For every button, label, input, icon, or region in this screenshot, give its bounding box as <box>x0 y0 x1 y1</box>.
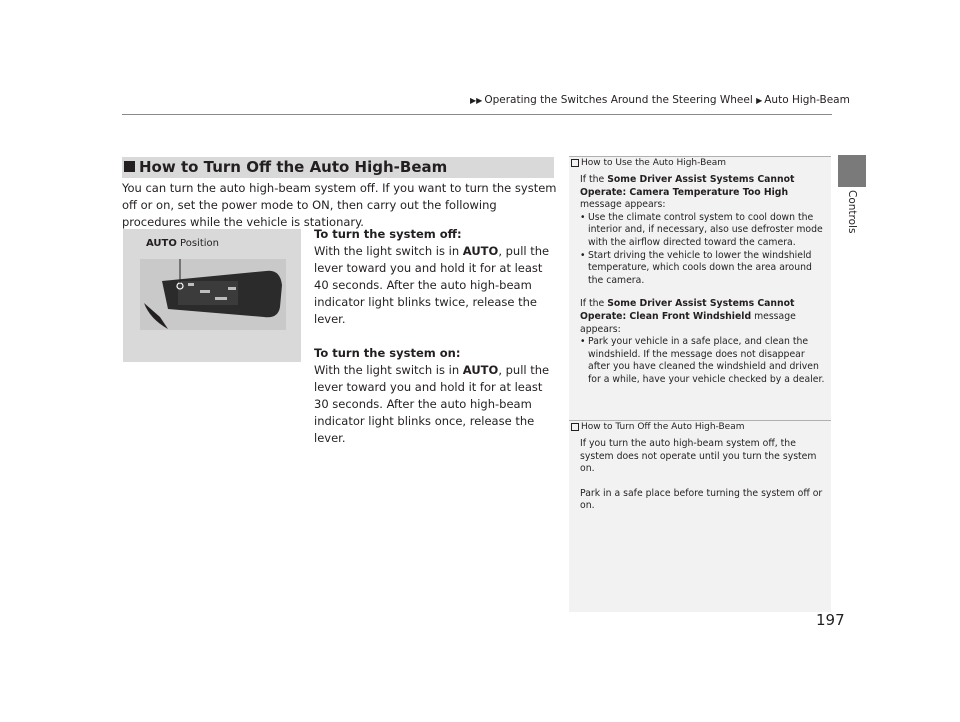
breadcrumb-arrow-icon: ▶ <box>756 96 763 105</box>
note1-bullets-1 <box>580 212 825 288</box>
note2-paragraph-1: If you turn the auto high-beam system off, the system does not operate until you turn the system on. <box>580 438 817 475</box>
section-heading <box>122 157 554 178</box>
breadcrumb <box>470 94 850 106</box>
breadcrumb-arrow-icon: ▶▶ <box>470 96 483 105</box>
list-item: • Start driving the vehicle to lower the windshield temperature, which cools down the area around the camera. <box>580 250 825 288</box>
side-tab-marker <box>838 155 866 187</box>
turn-on-instructions: With the light switch is in AUTO, pull the lever toward you and hold it for at least 30 seconds. After the auto high-beam indicator light blinks once, release the lever. <box>314 363 550 445</box>
turn-on-heading: To turn the system on: <box>314 346 461 360</box>
figure-callout-label: AUTO Position <box>146 238 219 249</box>
note1-paragraph-1: If the Some Driver Assist Systems Cannot Operate: Camera Temperature Too High message appears: <box>580 174 795 211</box>
page-number: 197 <box>816 611 845 629</box>
list-item: • Use the climate control system to cool down the interior and, if necessary, also use defroster mode with the airflow directed toward the camera. <box>580 212 825 250</box>
note1-title: How to Use the Auto High-Beam <box>571 158 726 168</box>
note1-bullets-2 <box>580 336 825 386</box>
note2-paragraph-2: Park in a safe place before turning the system off or on. <box>580 487 823 512</box>
side-tab-label: Controls <box>846 190 858 234</box>
lever-figure <box>123 229 301 362</box>
section-heading-text: How to Turn Off the Auto High-Beam <box>139 158 448 176</box>
notes-top-rule <box>569 156 831 157</box>
note1-paragraph-2: If the Some Driver Assist Systems Cannot Operate: Clean Front Windshield message appears: <box>580 298 796 335</box>
lever-illustration-icon <box>140 259 286 330</box>
note2-body <box>580 438 825 513</box>
note-reference-icon <box>571 423 579 431</box>
notes-divider <box>569 420 831 421</box>
turn-off-instructions: With the light switch is in AUTO, pull the lever toward you and hold it for at least 40 seconds. After the auto high-beam indicator light blinks twice, release the lever. <box>314 244 550 326</box>
heading-square-icon <box>124 161 135 172</box>
note1-body <box>580 174 825 387</box>
intro-paragraph: You can turn the auto high-beam system off. If you want to turn the system off or on, set the power mode to ON, then carry out the following procedures while the vehicle is stationary. <box>122 181 557 229</box>
breadcrumb-page: Auto High-Beam <box>764 94 850 106</box>
turn-off-heading: To turn the system off: <box>314 227 462 241</box>
note2-title: How to Turn Off the Auto High-Beam <box>571 422 744 432</box>
list-item: • Park your vehicle in a safe place, and clean the windshield. If the message does not disappear after you have cleaned the windshield and driven for a while, have your vehicle checked by a dealer. <box>580 336 825 386</box>
breadcrumb-section: Operating the Switches Around the Steering Wheel <box>484 94 753 106</box>
procedure-steps <box>314 226 554 447</box>
header-rule <box>122 114 832 115</box>
note-reference-icon <box>571 159 579 167</box>
